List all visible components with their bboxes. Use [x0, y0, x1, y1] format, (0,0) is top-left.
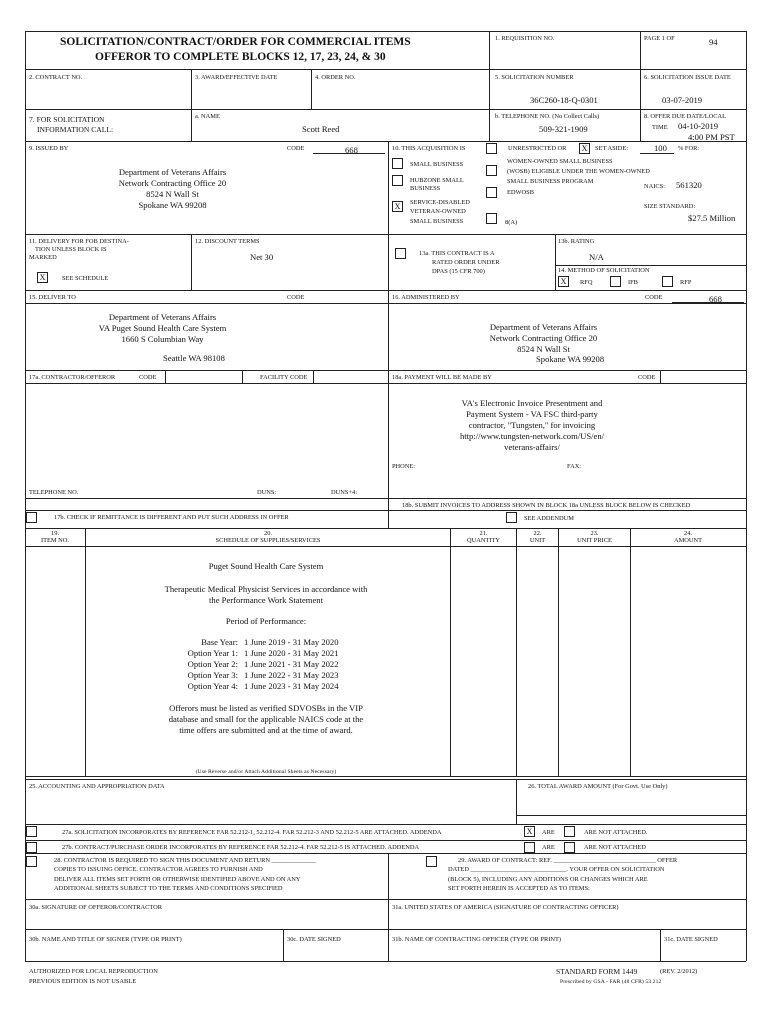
footer-previous-edition: PREVIOUS EDITION IS NOT USABLE: [29, 978, 137, 985]
size-standard[interactable]: $27.5 Million: [688, 213, 736, 223]
order-no-label: 4. ORDER NO.: [315, 74, 356, 81]
wosb-label: WOMEN-OWNED SMALL BUSINESS: [507, 158, 613, 165]
period-option1-label: Option Year 1:: [187, 648, 238, 658]
co-date-label: 31c. DATE SIGNED: [664, 936, 718, 943]
naics-label: NAICS:: [644, 183, 665, 190]
contractor-code-field[interactable]: [165, 370, 243, 384]
telephone-number[interactable]: 509-321-1909: [539, 124, 588, 134]
rfp-checkbox[interactable]: [662, 276, 673, 287]
footer-form-number: STANDARD FORM 1449: [556, 967, 638, 976]
addenda-27b-are-label: ARE: [542, 844, 555, 851]
8a-label: 8(A): [505, 219, 518, 226]
rfp-label: RFP: [680, 279, 692, 286]
col-amount-number: 24.: [684, 530, 692, 537]
deliver-to-label: 15. DELIVER TO: [29, 294, 76, 301]
col-item-number: 19.: [51, 530, 59, 537]
col-schedule-number: 20.: [264, 530, 272, 537]
rated-order-label: 13a. THIS CONTRACT IS A: [419, 250, 495, 257]
col-schedule-label: SCHEDULE OF SUPPLIES/SERVICES: [215, 537, 321, 544]
block-29-checkbox[interactable]: [426, 856, 437, 867]
reverse-note: (Use Reverse and/or Attach Additional Sheets as Necessary): [195, 769, 337, 775]
period-option3-range: 1 June 2022 - 31 May 2023: [244, 670, 339, 680]
period-option4-range: 1 June 2023 - 31 May 2024: [244, 681, 339, 691]
col-quantity-label: QUANTITY: [466, 537, 500, 544]
hubzone-label: HUBZONE SMALL: [410, 177, 464, 184]
col-item-label: ITEM NO.: [40, 537, 70, 544]
administered-by-label: 16. ADMINISTERED BY: [392, 294, 460, 301]
payment-code-field[interactable]: [660, 370, 747, 384]
offer-due-label: 8. OFFER DUE DATE/LOCAL: [644, 113, 727, 120]
info-call-label: 7. FOR SOLICITATION: [29, 115, 105, 124]
schedule-description: Therapeutic Medical Physicist Services in accordance with the Performance Work Statement: [164, 584, 368, 605]
rated-order-label-2: RATED ORDER UNDER: [432, 259, 500, 266]
schedule-facility: Puget Sound Health Care System: [208, 561, 324, 571]
edwosb-label: EDWOSB: [507, 189, 534, 196]
col-amount-label: AMOUNT: [673, 537, 703, 544]
issued-by-label: 9. ISSUED BY: [29, 145, 69, 152]
size-standard-label: SIZE STANDARD:: [644, 203, 696, 210]
contractor-code-label: CODE: [139, 374, 157, 381]
deliver-to-city: Seattle WA 98108: [163, 353, 225, 363]
accounting-label: 25. ACCOUNTING AND APPROPRIATION DATA: [29, 783, 165, 790]
addenda-27a-are-not-label: ARE NOT ATTACHED.: [584, 829, 648, 836]
delivery-label-3: MARKED: [29, 254, 57, 261]
solicitation-number-label: 5. SOLICITATION NUMBER: [495, 74, 574, 81]
signer-name-label: 30b. NAME AND TITLE OF SIGNER (TYPE OR PRINT): [29, 936, 182, 943]
block-28-line3: DELIVER ALL ITEMS SET FORTH OR OTHERWISE IDENTIFIED ABOVE AND ON ANY: [54, 876, 301, 883]
issued-by-address: Department of Veterans Affairs Network Contracting Office 20 8524 N Wall St Spokane WA 99208: [118, 167, 227, 210]
footer-prescribed: Prescribed by GSA - FAR (48 CFR) 53.212: [560, 979, 662, 985]
block-28-checkbox[interactable]: [26, 856, 37, 867]
clause-27b-checkbox[interactable]: [26, 842, 37, 853]
method-label: 14. METHOD OF SOLICITATION: [558, 267, 650, 274]
addendum-label: SEE ADDENDUM: [524, 515, 574, 522]
contract-no-label: 2. CONTRACT NO.: [29, 74, 83, 81]
offeror-date-label: 30c. DATE SIGNED: [287, 936, 341, 943]
period-option2-label: Option Year 2:: [187, 659, 238, 669]
offeror-signature-label: 30a. SIGNATURE OF OFFEROR/CONTRACTOR: [29, 904, 163, 911]
wosb-label-3: SMALL BUSINESS PROGRAM: [507, 178, 594, 185]
see-schedule-label: SEE SCHEDULE: [62, 275, 109, 282]
info-call-label-2: INFORMATION CALL:: [37, 125, 114, 134]
acquisition-label: 10. THIS ACQUISITION IS: [392, 145, 466, 152]
addenda-27a-are-checkbox[interactable]: X: [524, 826, 535, 837]
block-28-line4: ADDITIONAL SHEETS SUBJECT TO THE TERMS AND CONDITIONS SPECIFIED: [54, 885, 283, 892]
administered-by-address: Department of Veterans Affairs Network Contracting Office 20 8524 N Wall St: [489, 322, 598, 354]
period-base-range: 1 June 2019 - 31 May 2020: [244, 637, 339, 647]
contractor-label: 17a. CONTRACTOR/OFFEROR: [29, 374, 116, 381]
award-date-label: 3. AWARD/EFFECTIVE DATE: [195, 74, 278, 81]
payment-label: 18a. PAYMENT WILL BE MADE BY: [392, 374, 492, 381]
footer-authorized: AUTHORIZED FOR LOCAL REPRODUCTION: [29, 968, 158, 975]
discount-terms[interactable]: Net 30: [250, 252, 274, 262]
rated-order-checkbox[interactable]: [395, 248, 406, 259]
rating-label: 13b. RATING: [558, 238, 595, 245]
col-quantity-number: 21.: [479, 530, 488, 537]
submit-invoices-label: 18b. SUBMIT INVOICES TO ADDRESS SHOWN IN BLOCK 18a UNLESS BLOCK BELOW IS CHECKED: [402, 502, 691, 509]
sdvosb-label-2: VETERAN-OWNED: [410, 208, 466, 215]
co-signature-label: 31a. UNITED STATES OF AMERICA (SIGNATURE OF CONTRACTING OFFICER): [392, 904, 619, 911]
col-unit-number: 22.: [533, 530, 542, 537]
offer-due-date[interactable]: 04-10-2019: [678, 121, 719, 131]
administered-by-code-label: CODE: [645, 294, 663, 301]
period-base-label: Base Year:: [201, 637, 238, 647]
block-29-line3: (BLOCK 5), INCLUDING ANY ADDITIONS OR CHANGES WHICH ARE: [448, 876, 648, 883]
rfq-label: RFQ: [580, 279, 593, 286]
duns-label: DUNS:: [257, 489, 277, 496]
deliver-to-code-label: CODE: [287, 294, 305, 301]
block-28-line2: COPIES TO ISSUING OFFICE. CONTRACTOR AGREES TO FURNISH AND: [54, 866, 263, 873]
discount-terms-label: 12. DISCOUNT TERMS: [195, 238, 260, 245]
block-28-line1: 28. CONTRACTOR IS REQUIRED TO SIGN THIS DOCUMENT AND RETURN ______________: [54, 857, 317, 864]
remittance-checkbox[interactable]: [26, 512, 37, 523]
facility-code-field[interactable]: [313, 370, 389, 384]
col-unit-label: UNIT: [529, 537, 546, 544]
ifb-checkbox[interactable]: [610, 276, 621, 287]
issue-date[interactable]: 03-07-2019: [662, 95, 703, 105]
col-unit-price-number: 23.: [590, 530, 599, 537]
solicitation-number[interactable]: 36C260-18-Q-0301: [530, 95, 598, 105]
unrestricted-label: UNRESTRICTED OR: [508, 145, 567, 152]
sdvosb-checkbox[interactable]: X: [392, 201, 403, 212]
edwosb-checkbox[interactable]: [486, 187, 497, 198]
payment-text: VA's Electronic Invoice Presentment and Payment System - VA FSC third-party contractor, "Tungsten," for invoicing http://www.tungsten-network.com/US/en/ veterans-affairs/: [459, 398, 605, 452]
rated-order-label-3: DPAS (15 CFR 700): [432, 268, 485, 275]
8a-checkbox[interactable]: [486, 213, 497, 224]
page-label: PAGE 1 OF: [644, 35, 675, 42]
clause-27a-checkbox[interactable]: [26, 826, 37, 837]
see-schedule-checkbox[interactable]: X: [37, 272, 48, 283]
sdvosb-label-3: SMALL BUSINESS: [410, 218, 464, 225]
hubzone-checkbox[interactable]: [392, 175, 403, 186]
col-unit-price-label: UNIT PRICE: [577, 537, 612, 544]
addenda-27b-are-not-checkbox[interactable]: [564, 842, 575, 853]
hubzone-label-2: BUSINESS: [410, 185, 441, 192]
addenda-27b-are-not-label: ARE NOT ATTACHED: [584, 844, 646, 851]
deliver-to-address: Department of Veterans Affairs VA Puget Sound Health Care System 1660 S Columbian Way: [98, 312, 227, 344]
facility-code-label: FACILITY CODE: [260, 374, 308, 381]
unrestricted-checkbox[interactable]: [486, 143, 497, 154]
form-title: SOLICITATION/CONTRACT/ORDER FOR COMMERCIAL ITEMS: [60, 36, 411, 48]
period-option2-range: 1 June 2021 - 31 May 2022: [244, 659, 339, 669]
small-business-label: SMALL BUSINESS: [410, 161, 464, 168]
footer-revision: (REV. 2/2012): [660, 968, 698, 975]
administered-by-city: Spokane WA 99208: [536, 354, 605, 364]
addendum-checkbox[interactable]: [506, 512, 517, 523]
issued-by-code-label: CODE: [287, 145, 305, 152]
block-29-line1: 29. AWARD OF CONTRACT: REF. ________________________________ OFFER: [458, 857, 678, 864]
addenda-27a-are-label: ARE: [542, 829, 555, 836]
percent-for-label: % FOR:: [678, 145, 700, 152]
period-option4-label: Option Year 4:: [187, 681, 238, 691]
contact-name[interactable]: Scott Reed: [302, 124, 340, 134]
period-option1-range: 1 June 2020 - 31 May 2021: [244, 648, 339, 658]
requisition-label: 1. REQUISITION NO.: [495, 35, 555, 42]
form-subtitle: OFFEROR TO COMPLETE BLOCKS 12, 17, 23, 24, & 30: [95, 51, 386, 63]
period-label: Period of Performance:: [225, 616, 307, 626]
clause-27a-label: 27a. SOLICITATION INCORPORATES BY REFERENCE FAR 52.212-1, 52.212-4. FAR 52.212-3 AND 52.212-5 ARE ATTACHED. ADDENDA: [62, 829, 442, 836]
page-total: 94: [709, 37, 718, 47]
time-label: TIME: [652, 124, 668, 131]
co-name-label: 31b. NAME OF CONTRACTING OFFICER (TYPE OR PRINT): [392, 936, 562, 943]
addenda-27b-are-checkbox[interactable]: [524, 842, 535, 853]
wosb-label-2: (WOSB) ELIGIBLE UNDER THE WOMEN-OWNED: [507, 168, 650, 175]
total-award-label: 26. TOTAL AWARD AMOUNT (For Govt. Use Only): [528, 783, 668, 790]
set-aside-label: SET ASIDE:: [595, 145, 629, 152]
block-29-line2: DATED ______________________________. YOUR OFFER ON SOLICITATION: [448, 866, 665, 873]
small-business-checkbox[interactable]: [392, 158, 403, 169]
offer-due-time[interactable]: 4:00 PM PST: [688, 132, 735, 142]
set-aside-percent[interactable]: 100: [654, 143, 667, 153]
set-aside-checkbox[interactable]: X: [579, 143, 590, 154]
issue-date-label: 6. SOLICITATION ISSUE DATE: [644, 74, 731, 81]
issued-by-code[interactable]: 668: [345, 145, 358, 155]
telephone-label: b. TELEPHONE NO. (No Collect Calls): [495, 113, 600, 120]
name-label: a. NAME: [195, 113, 220, 120]
telephone-no-label: TELEPHONE NO.: [29, 489, 79, 496]
sdvosb-note: Offerors must be listed as verified SDVOSBs in the VIP database and small for the applicable NAICS code at the time offers are submitted and at the time of award.: [168, 703, 364, 735]
rating-value[interactable]: N/A: [589, 252, 604, 262]
wosb-checkbox[interactable]: [486, 165, 497, 176]
clause-27b-label: 27b. CONTRACT/PURCHASE ORDER INCORPORATES BY REFERENCE FAR 52.212-4. FAR 52.212-5 IS ATTACHED. ADDENDA: [62, 844, 420, 851]
ifb-label: IFB: [628, 279, 638, 286]
rfq-checkbox[interactable]: X: [558, 276, 569, 287]
payment-code-label: CODE: [638, 374, 656, 381]
phone-label: PHONE:: [392, 463, 416, 470]
period-option3-label: Option Year 3:: [187, 670, 238, 680]
delivery-label: 11. DELIVERY FOR FOB DESTINA-: [29, 238, 129, 245]
sdvosb-label: SERVICE-DISABLED: [410, 199, 470, 206]
block-29-line4: SET FORTH HEREIN IS ACCEPTED AS TO ITEMS:: [448, 885, 590, 892]
fax-label: FAX:: [567, 463, 582, 470]
administered-by-code[interactable]: 668: [709, 294, 722, 304]
delivery-label-2: TION UNLESS BLOCK IS: [35, 246, 107, 253]
remittance-label: 17b. CHECK IF REMITTANCE IS DIFFERENT AND PUT SUCH ADDRESS IN OFFER: [54, 514, 289, 521]
naics-code[interactable]: 561320: [676, 180, 702, 190]
duns4-label: DUNS+4:: [331, 489, 357, 496]
addenda-27a-are-not-checkbox[interactable]: [564, 826, 575, 837]
